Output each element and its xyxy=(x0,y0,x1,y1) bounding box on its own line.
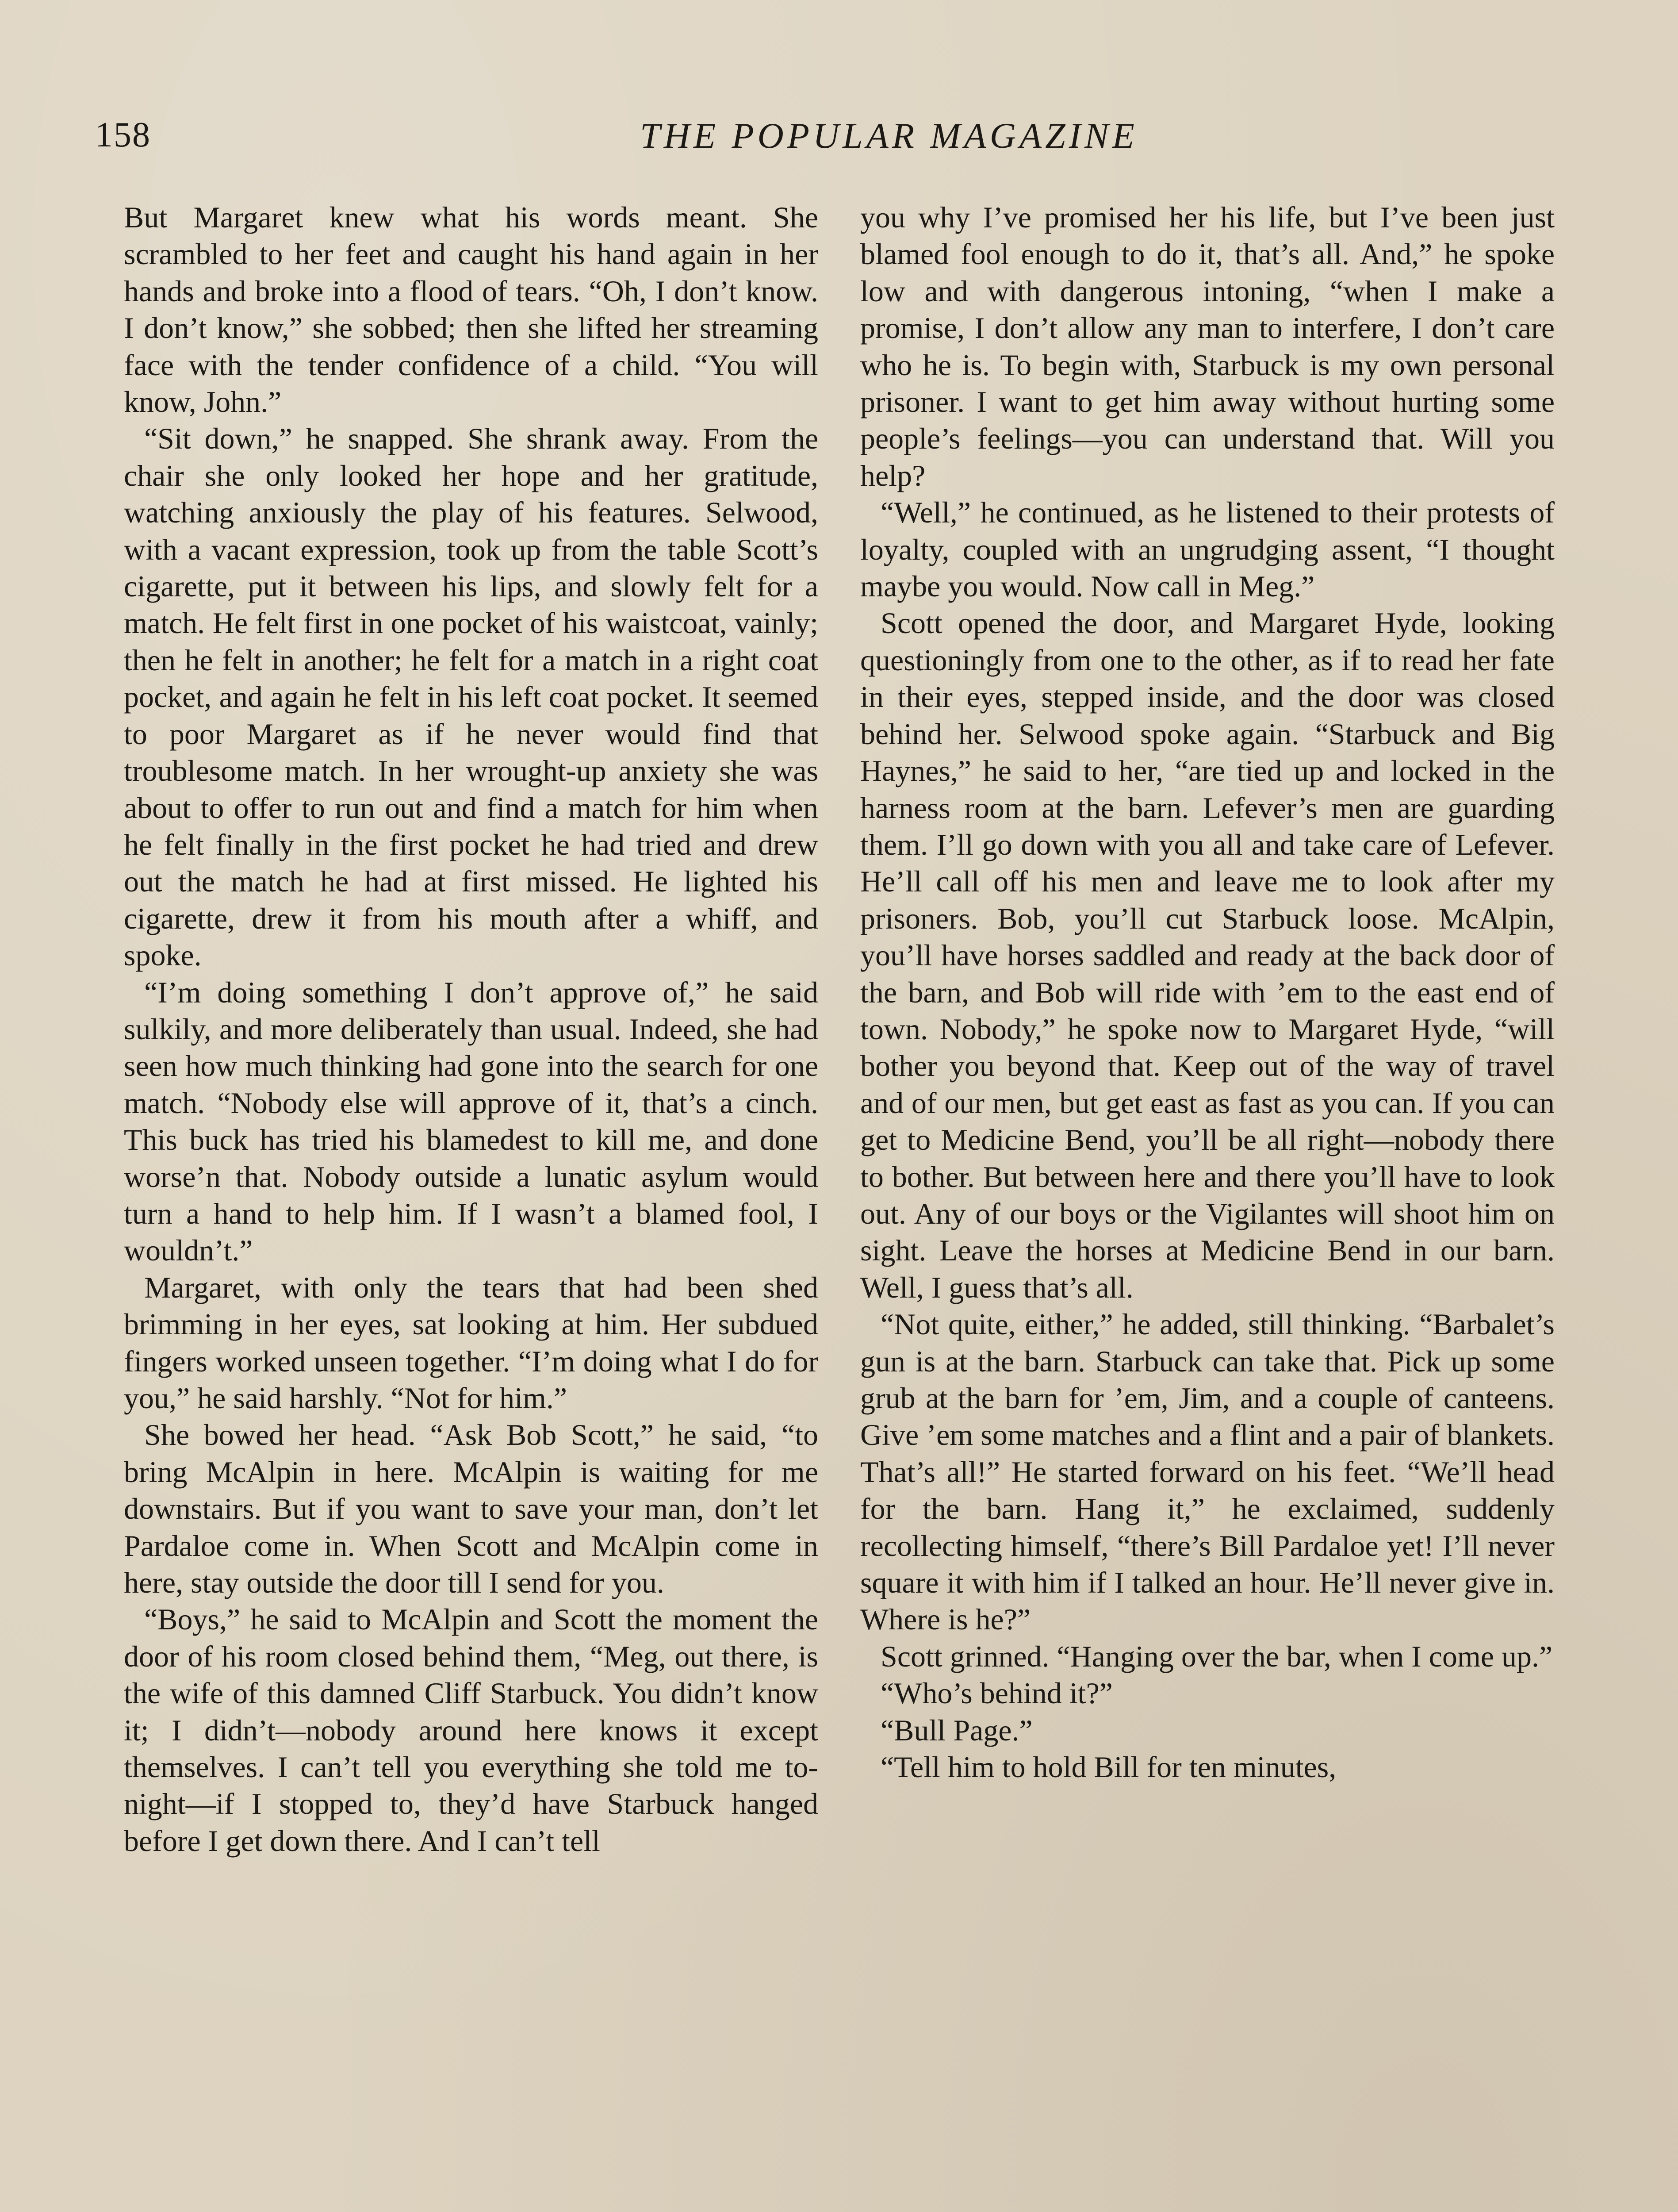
paragraph: “Who’s behind it?” xyxy=(881,1676,1113,1710)
running-head: THE POPULAR MAGAZINE xyxy=(640,115,1138,156)
paragraph: “Boys,” he said to McAlpin and Scott the moment the door of his room closed behind them, “Meg, out there, is the wife of this damned Cliff Starbuck. You didn’t know it; I didn’t—nobody around here knows it except themselves. I can’t tell you everything she told me to-night—if I stopped to, they’d have Starbuck hanged before I get down there. And I can’t tell xyxy=(124,1602,818,1858)
right-text-column xyxy=(860,199,1555,1786)
page-number: 158 xyxy=(95,115,151,154)
paragraph: “I’m doing something I don’t approve of,” he said sulkily, and more deliberately than usual. Indeed, she had seen how much thinking had gone into the search for one match. “Nobody else will approve of it, that’s a cinch. This buck has tried his blamedest to kill me, and done worse’n that. Nobody outside a lunatic asylum would turn a hand to help him. If I wasn’t a blamed fool, I wouldn’t.” xyxy=(124,975,818,1267)
paragraph: “Sit down,” he snapped. She shrank away. From the chair she only looked her hope and her gratitude, watching anxiously the play of his features. Selwood, with a vacant expression, took up from the table Scott’s cigarette, put it between his lips, and slowly felt for a match. He felt first in one pocket of his waistcoat, vainly; then he felt in another; he felt for a match in a right coat pocket, and again he felt in his left coat pocket. It seemed to poor Margaret as if he never would find that troublesome match. In her wrought-up anxiety she was about to offer to run out and find a match for him when he felt finally in the first pocket he had tried and drew out the match he had at first missed. He lighted his cigarette, drew it from his mouth after a whiff, and spoke. xyxy=(124,422,818,972)
page-header xyxy=(95,106,1550,164)
paragraph: Margaret, with only the tears that had been shed brimming in her eyes, sat looking at him. Her subdued fingers worked unseen together. “I’m doing what I do for you,” he said harshly. “Not for him.” xyxy=(124,1270,818,1415)
left-text-column xyxy=(124,199,818,1859)
paragraph: you why I’ve promised her his life, but I’ve been just blamed fool enough to do it, that’s all. And,” he spoke low and with dangerous intoning, “when I make a promise, I don’t allow any man to interfere, I don’t care who he is. To begin with, Starbuck is my own personal prisoner. I want to get him away without hurting some people’s feelings—you can understand that. Will you help? xyxy=(860,200,1555,492)
paragraph: “Not quite, either,” he added, still thinking. “Barbalet’s gun is at the barn. Starbuck can take that. Pick up some grub at the barn for ’em, Jim, and a couple of canteens. Give ’em some matches and a flint and a pair of blankets. That’s all!” He started forward on his feet. “We’ll head for the barn. Hang it,” he exclaimed, suddenly recollecting himself, “there’s Bill Pardaloe yet! I’ll never square it with him if I talked an hour. He’ll never give in. Where is he?” xyxy=(860,1307,1555,1636)
paragraph: “Tell him to hold Bill for ten minutes, xyxy=(881,1750,1337,1784)
paragraph: She bowed her head. “Ask Bob Scott,” he said, “to bring McAlpin in here. McAlpin is waiting for me downstairs. But if you want to save your man, don’t let Pardaloe come in. When Scott and McAlpin come in here, stay outside the door till I send for you. xyxy=(124,1418,818,1600)
paragraph: Scott opened the door, and Margaret Hyde, looking questioningly from one to the other, as if to read her fate in their eyes, stepped inside, and the door was closed behind her. Selwood spoke again. “Starbuck and Big Haynes,” he said to her, “are tied up and locked in the harness room at the barn. Lefever’s men are guarding them. I’ll go down with you all and take care of Lefever. He’ll call off his men and leave me to look after my prisoners. Bob, you’ll cut Starbuck loose. McAlpin, you’ll have horses saddled and ready at the back door of the barn, and Bob will ride with ’em to the east end of town. Nobody,” he spoke now to Margaret Hyde, “will bother you beyond that. Keep out of the way of travel and of our men, but get east as fast as you can. If you can get to Medicine Bend, you’ll be all right—nobody there to bother. But between here and there you’ll have to look out. Any of our boys or the Vigilantes will shoot him on sight. Leave the horses at Medicine Bend in our barn. Well, I guess that’s all. xyxy=(860,606,1555,1304)
paragraph: “Bull Page.” xyxy=(881,1713,1033,1747)
paragraph: Scott grinned. “Hanging over the bar, when I come up.” xyxy=(881,1639,1553,1673)
paragraph: But Margaret knew what his words meant. She scrambled to her feet and caught his hand again in her hands and broke into a flood of tears. “Oh, I don’t know. I don’t know,” she sobbed; then she lifted her streaming face with the tender confidence of a child. “You will know, John.” xyxy=(124,200,818,419)
paragraph: “Well,” he continued, as he listened to their protests of loyalty, coupled with an ungrudging assent, “I thought maybe you would. Now call in Meg.” xyxy=(860,495,1555,603)
